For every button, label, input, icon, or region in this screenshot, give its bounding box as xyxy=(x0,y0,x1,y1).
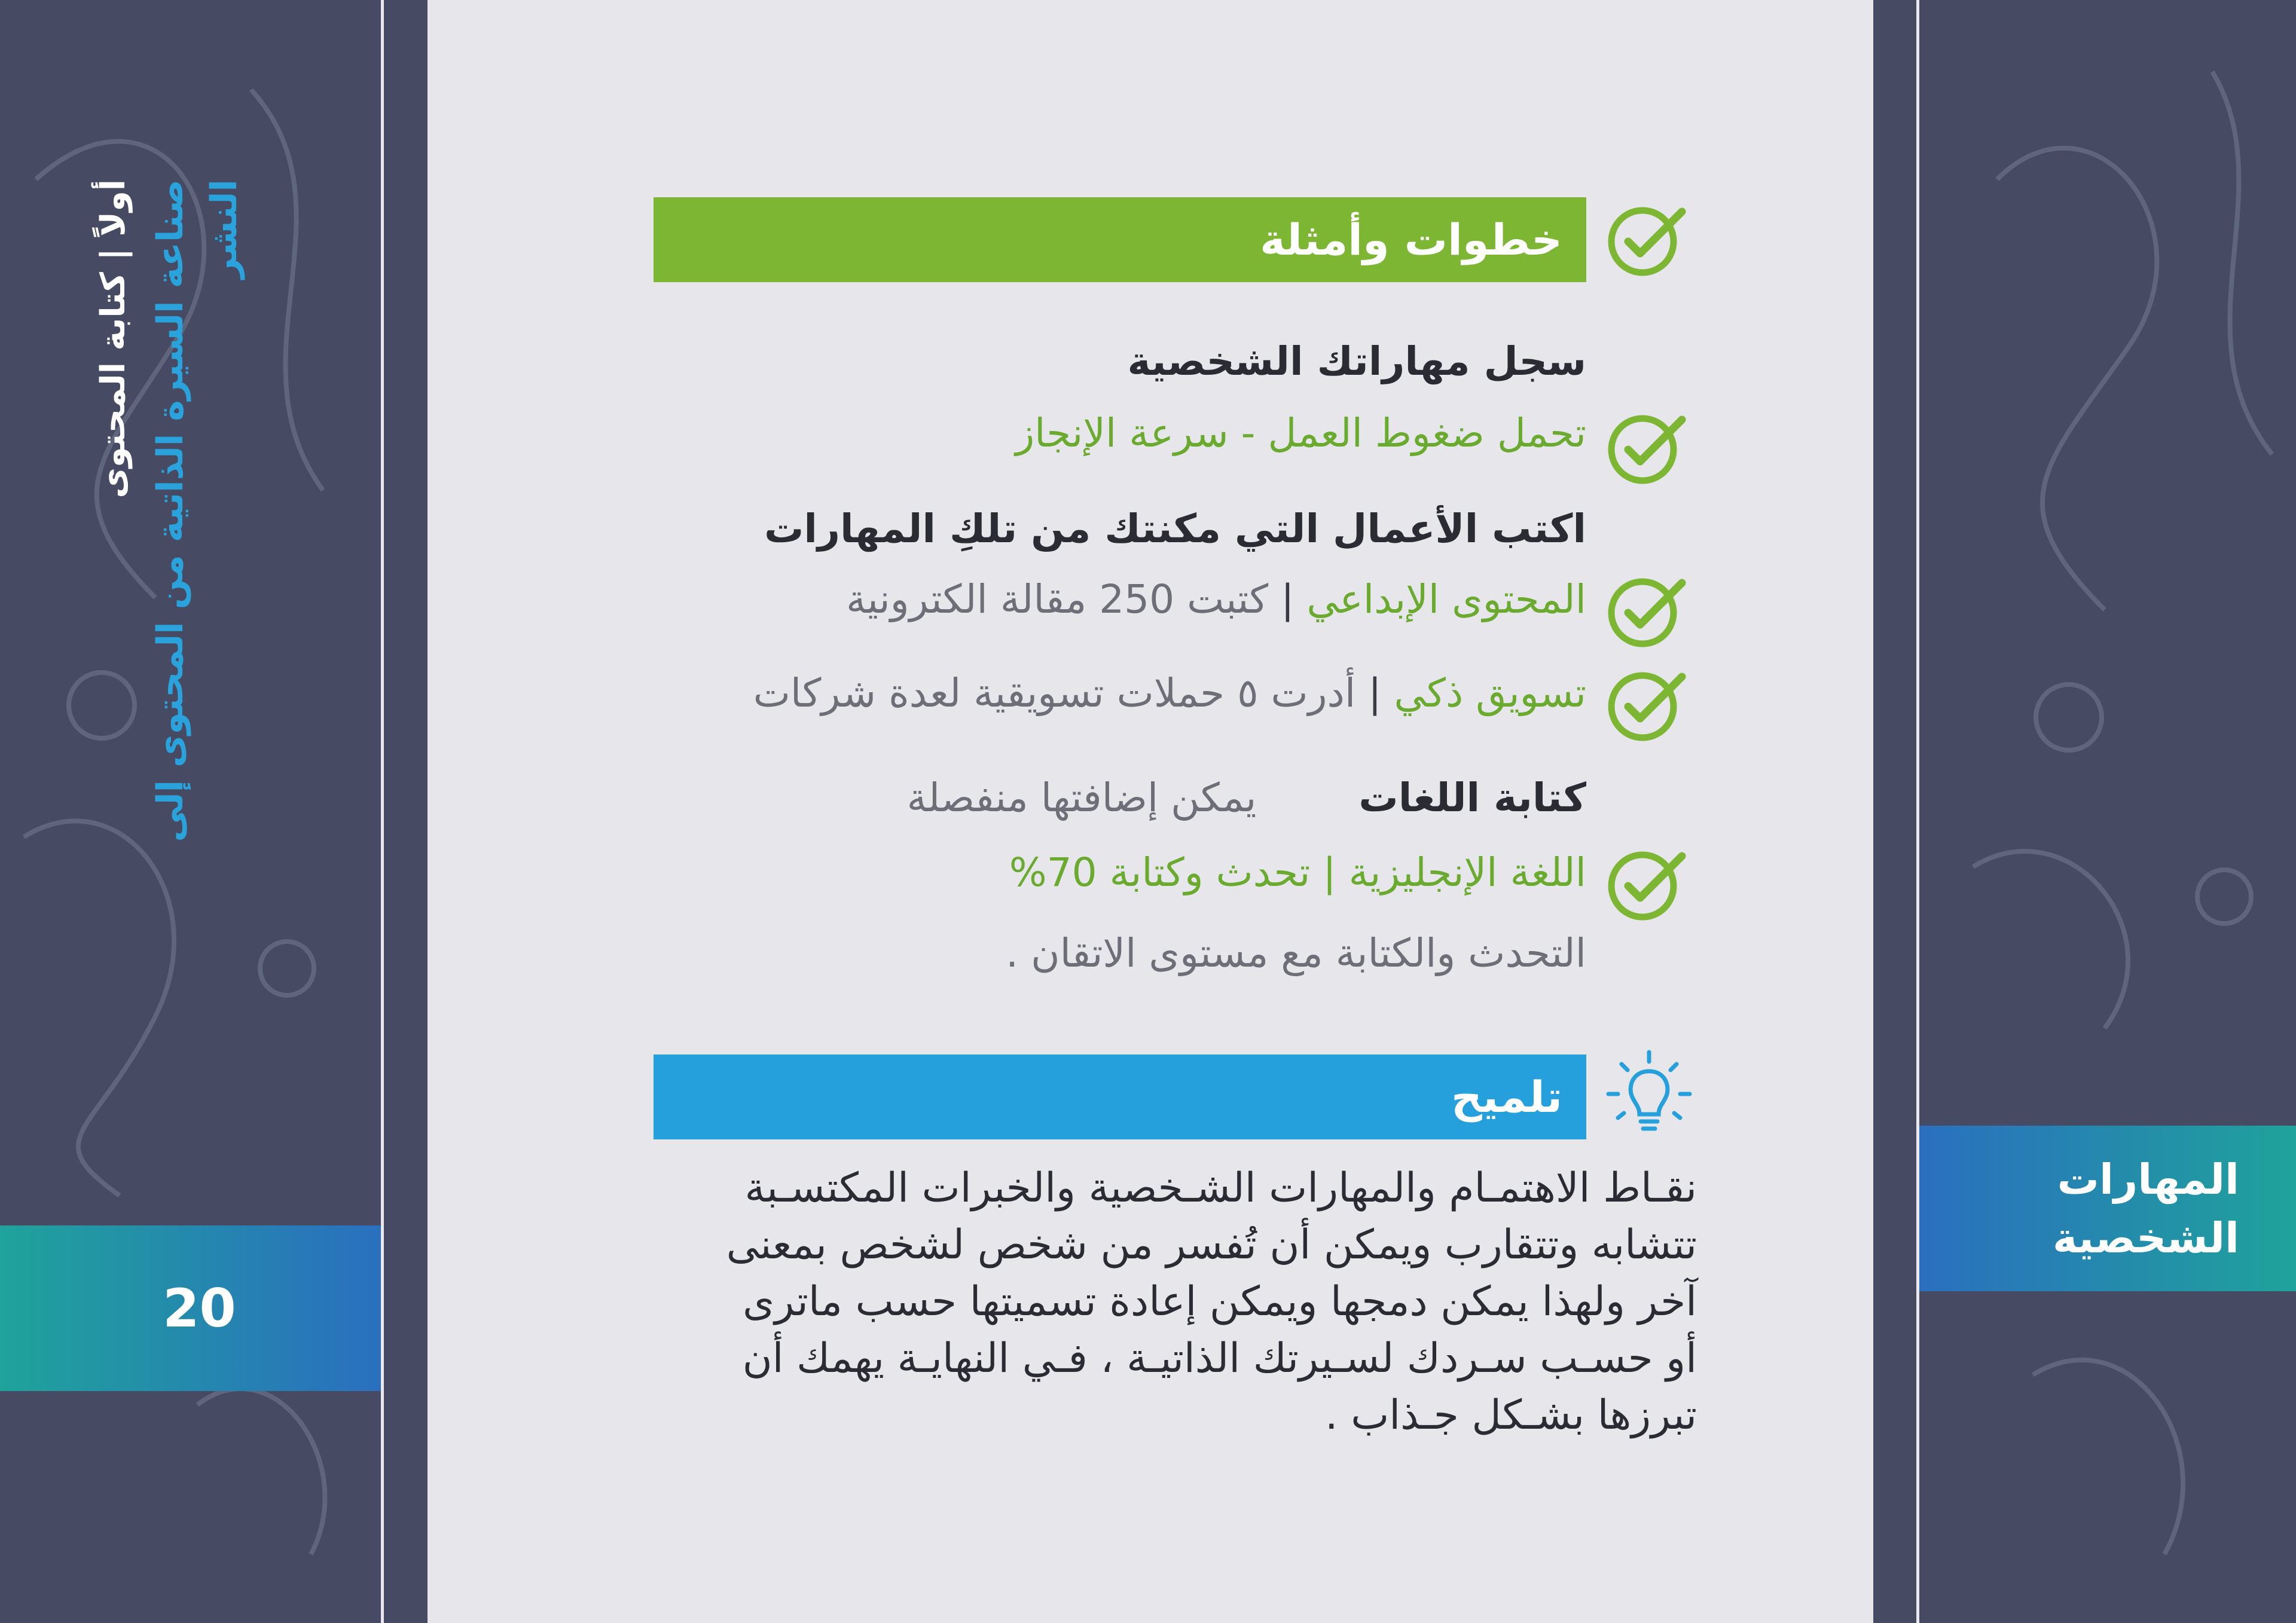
left-rail-text xyxy=(90,179,245,921)
works-item-skill: تسويق ذكي xyxy=(1394,670,1586,716)
content-panel xyxy=(428,0,1873,1623)
languages-heading: كتابة اللغات xyxy=(1358,775,1586,821)
tip-line: تبرزها بشـكل جـذاب . xyxy=(1325,1392,1697,1439)
tip-line: آخر ولهذا يمكن دمجها ويمكن إعادة تسميتها حسب ماترى xyxy=(743,1278,1697,1325)
tip-line: أو حسـب سـردك لسـيرتك الذاتيـة ، فـي النهايـة يهمك أن xyxy=(742,1335,1697,1382)
check-circle-icon xyxy=(1605,198,1689,282)
page-number: 20 xyxy=(163,1277,236,1339)
check-circle-icon xyxy=(1605,664,1689,747)
check-circle-icon xyxy=(1605,570,1689,653)
left-divider xyxy=(381,0,384,1623)
languages-detail: التحدث والكتابة مع مستوى الاتقان . xyxy=(1006,930,1586,976)
skills-example: تحمل ضغوط العمل - سرعة الإنجاز xyxy=(1015,410,1586,456)
steps-header: خطوات وأمثلة xyxy=(654,197,1586,282)
book-title: صناعة السيرة الذاتية من المحتوى إلى النشر xyxy=(149,179,245,842)
languages-heading-row xyxy=(907,771,1586,825)
skills-heading: سجل مهاراتك الشخصية xyxy=(1127,338,1586,384)
lightbulb-icon xyxy=(1601,1047,1697,1143)
tip-paragraph xyxy=(642,1160,1697,1444)
section-label: المهارات الشخصية xyxy=(2053,1154,2239,1263)
works-item-skill: المحتوى الإبداعي xyxy=(1306,576,1586,622)
works-item-2 xyxy=(753,667,1586,720)
works-item-1 xyxy=(846,573,1586,626)
check-circle-icon xyxy=(1605,406,1689,490)
chapter-label: أولاً | كتابة المحتوى xyxy=(94,179,133,499)
section-label-box xyxy=(1919,1126,2296,1291)
page-number-box xyxy=(0,1225,381,1391)
tip-line: نقـاط الاهتمـام والمهارات الشـخصية والخبرات المكتسـبة xyxy=(744,1164,1697,1212)
check-circle-icon xyxy=(1605,843,1689,927)
works-item-separator: | xyxy=(1268,576,1307,622)
works-item-detail: أدرت ٥ حملات تسويقية لعدة شركات xyxy=(753,670,1356,716)
languages-example: اللغة الإنجليزية | تحدث وكتابة 70% xyxy=(1009,849,1586,895)
works-item-detail: كتبت 250 مقالة الكترونية xyxy=(846,576,1269,622)
works-heading: اكتب الأعمال التي مكنتك من تلكِ المهارات xyxy=(764,506,1586,552)
right-divider xyxy=(1916,0,1919,1623)
tip-line: تتشابه وتتقارب ويمكن أن تُفسر من شخص لشخص بمعنى xyxy=(726,1221,1697,1269)
languages-note: يمكن إضافتها منفصلة xyxy=(906,775,1257,821)
works-item-separator: | xyxy=(1355,670,1394,716)
tip-header: تلميح xyxy=(654,1055,1586,1139)
